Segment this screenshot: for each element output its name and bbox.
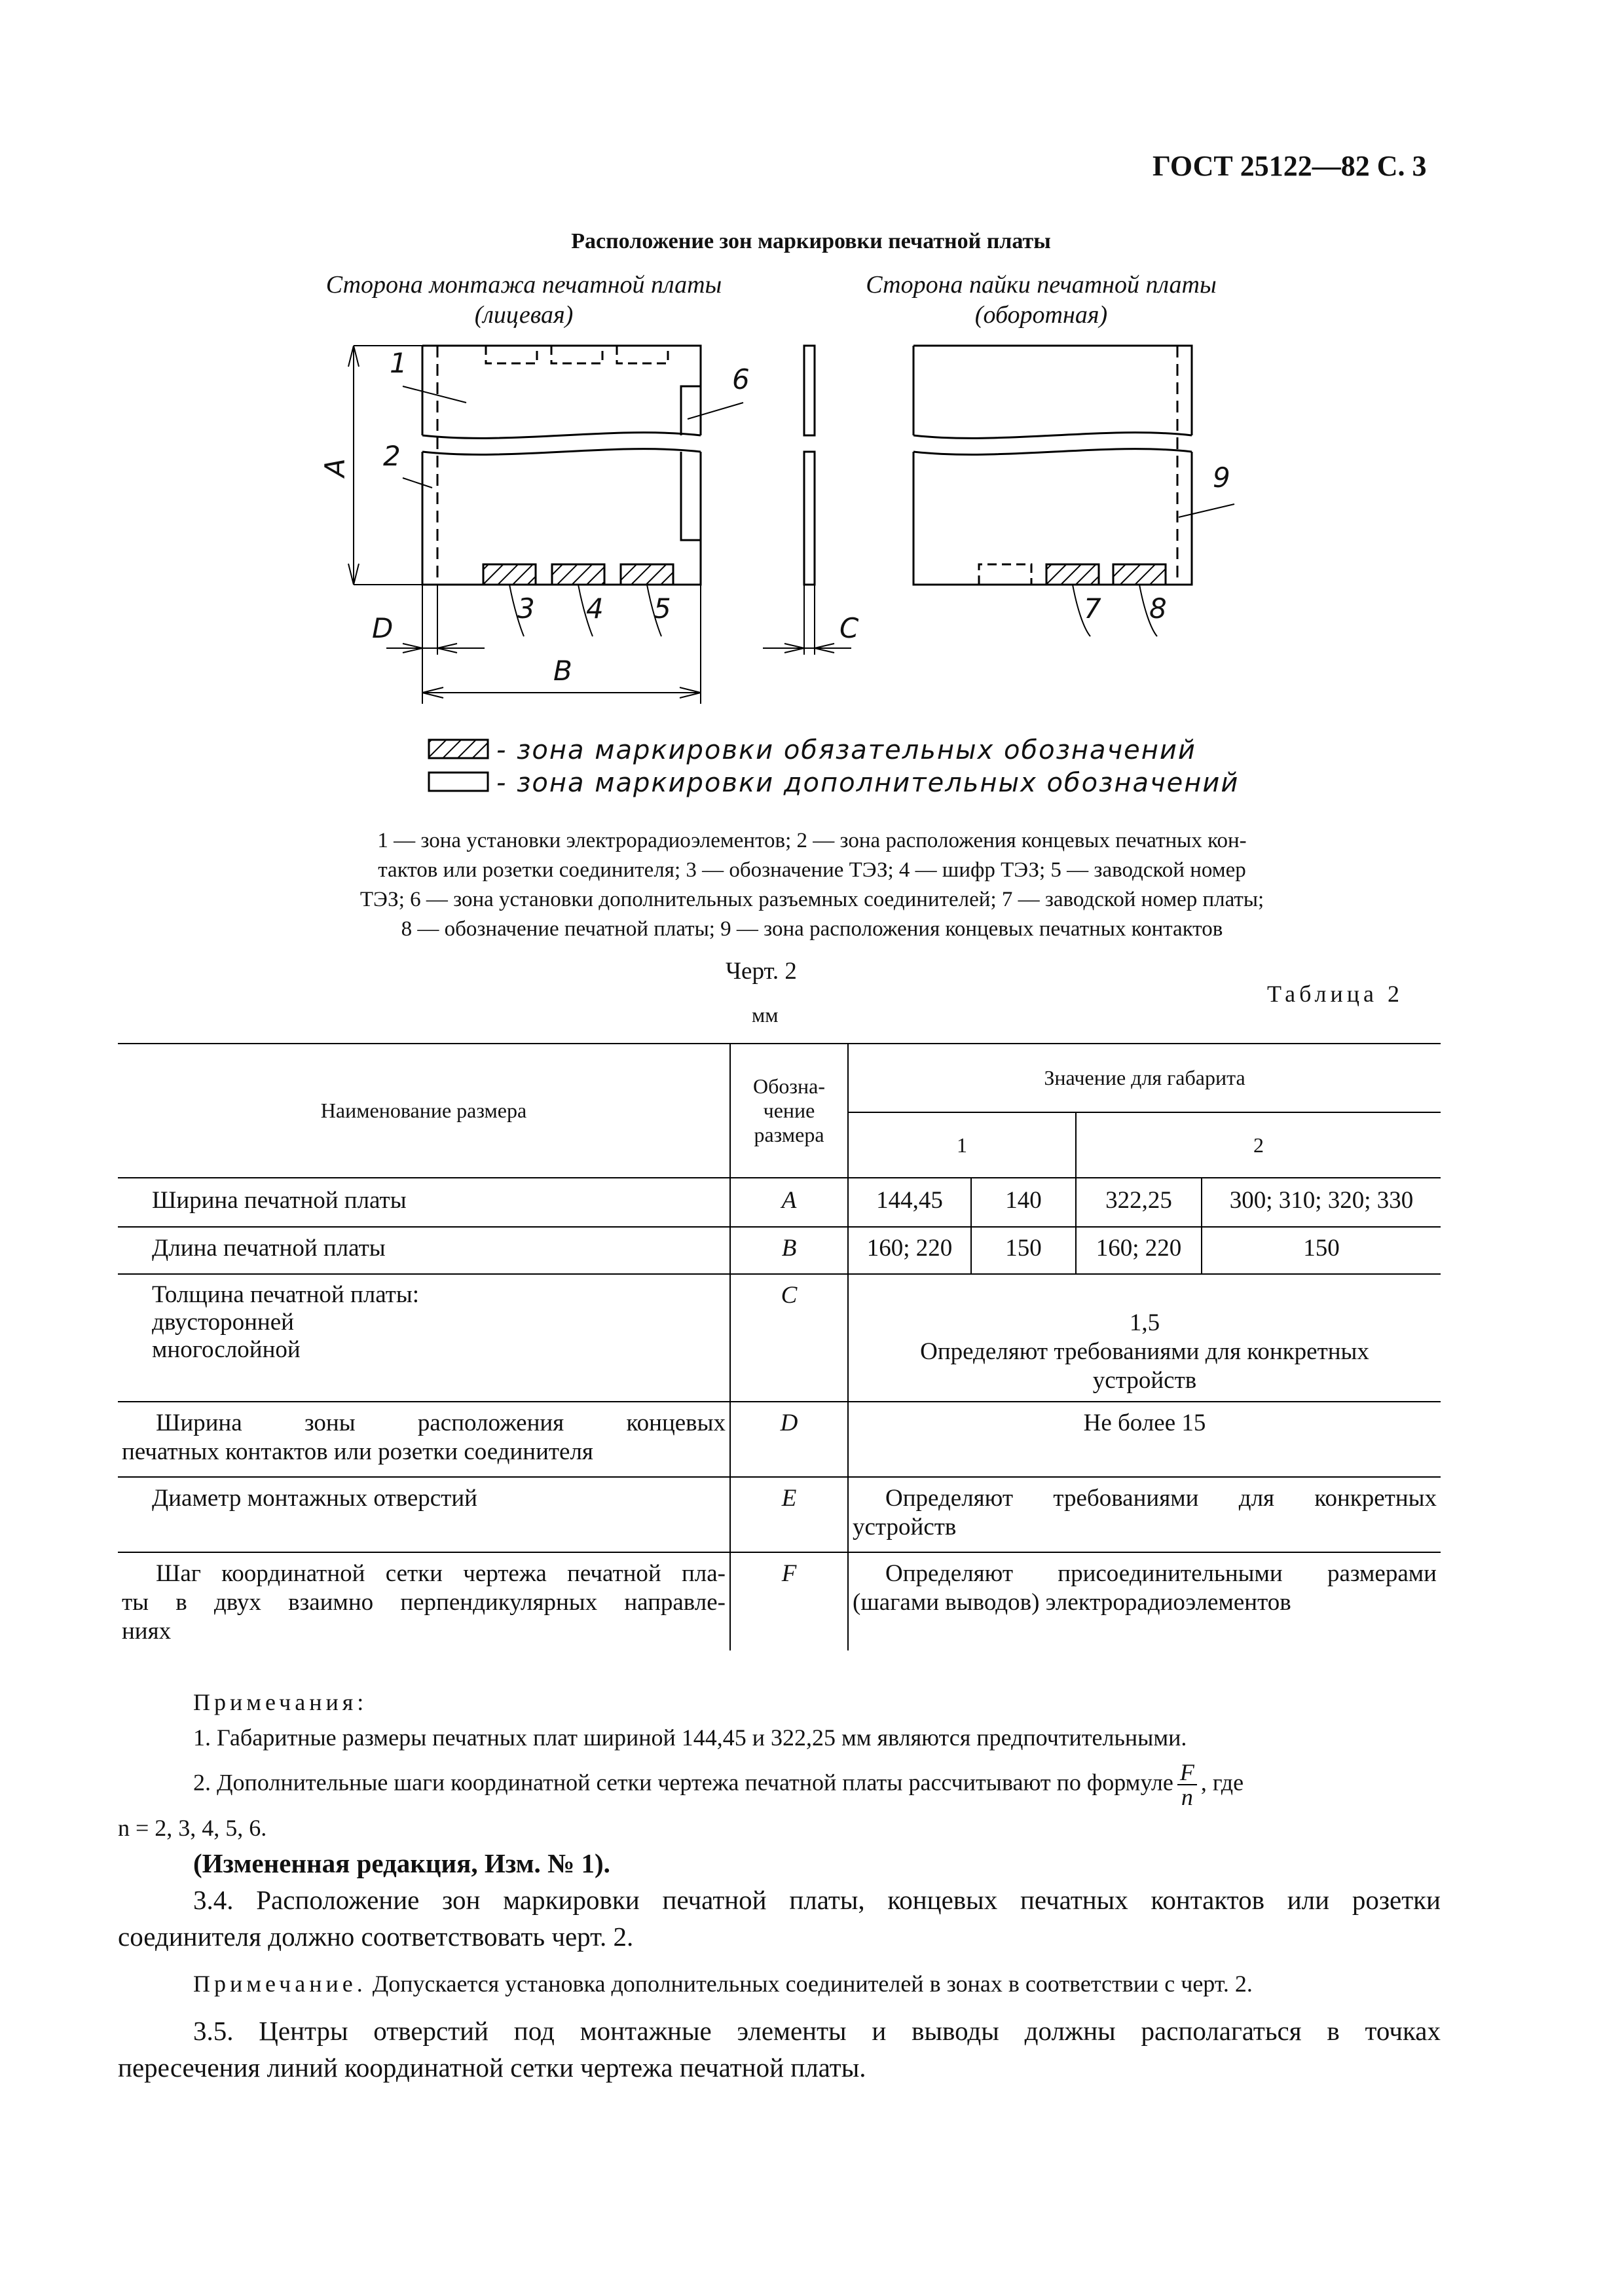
figure-label: Черт. 2 [726,958,797,985]
formula-fraction: $\frac{F}{n}$ [1177,1760,1197,1809]
front-board-top [422,346,701,438]
additional-marking-zone-back [979,564,1031,585]
legend-mandatory-box [429,740,488,758]
table-row: Ширина зоны расположения концевых печатных контактов или розетки соединителя D Не более 15 [118,1402,1441,1477]
table-row: Шаг координатной сетки чертежа печатной пла- ты в двух взаимно перпендикулярных направле- ниях F Определяют присоединительными размерами (шагами выводов) электрорадиоэлементов [118,1552,1441,1650]
table-row: Длина печатной платы B 160; 220 150 160; 220 150 [118,1227,1441,1274]
table-row: Толщина печатной платы: двусторонней многослойной C 1,5 Определяют требованиями для конкретных устройств [118,1274,1441,1402]
section-body: (Измененная редакция, Изм. № 1). 3.4. Расположение зон маркировки печатной платы, концевых печатных контактов или розетки соединителя должно соответствовать черт. 2. Примечание. Допускается установка дополнительных соединителей в зонах в соответствии с черт. 2. 3.5. Центры отверстий под монтажные элементы и выводы должны располагаться в точках пересечения линий координатной сетки чертежа печатной платы. [118,1848,1441,2083]
callout-4: 4 [586,592,604,625]
callout-9: 9 [1213,462,1230,494]
legend-additional-box [429,773,488,791]
figure-key: 1 — зона установки электрорадиоэлементов; 2 — зона расположения концевых печатных кон- тактов или розетки соединителя; 3 — обозначение ТЭЗ; 4 — шифр ТЭЗ; 5 — заводской номер ТЭЗ; 6 — зона установки дополнительных разъемных соединителей; 7 — заводской номер платы; 8 — обозначение печатной платы; 9 — зона расположения концевых печатных контактов [359,829,1264,941]
figure-title: Расположение зон маркировки печатной платы [571,229,1051,253]
marking-zone-8 [1113,564,1166,585]
notes: Примечания: 1. Габаритные размеры печатных плат шириной 144,45 и 322,25 мм являются предпочтительными. 2. Дополнительные шаги координатной сетки чертежа печатной платы рассчитывают по формуле $\frac{F}{n}$ , где n = 2, 3, 4, 5, 6. [118,1689,1244,1841]
right-caption: Сторона пайки печатной платы (оборотная) [866,271,1217,329]
dimensions-table [118,1043,1441,1650]
dim-a-label: A [318,458,351,477]
callout-3: 3 [517,592,535,625]
document-header: ГОСТ 25122—82 С. 3 [1152,150,1427,182]
legend-mandatory: - зона маркировки обязательных обозначений [496,735,1196,765]
dim-c-label: C [839,612,859,644]
marking-zone-7 [1046,564,1099,585]
marking-zone-3 [483,564,536,585]
table-row: Ширина печатной платы A 144,45 140 322,25 300; 310; 320; 330 [118,1178,1441,1227]
dim-b-label: B [553,655,572,687]
table-title: Таблица 2 [1267,981,1403,1007]
header-size-2: 2 [1076,1112,1441,1178]
header-size-1: 1 [848,1112,1076,1178]
callout-8: 8 [1149,592,1167,625]
legend-additional: - зона маркировки дополнительных обозначений [496,768,1240,798]
board-thickness-view [804,346,815,585]
header-value: Значение для габарита [848,1044,1441,1112]
pcb-marking-drawing [0,0,1622,818]
left-caption: Сторона монтажа печатной платы (лицевая) [325,271,722,329]
header-symbol: Обозна- чение размера [730,1044,848,1178]
back-board-top [913,346,1192,438]
callout-6: 6 [732,363,750,395]
marking-zone-5 [621,564,673,585]
callout-5: 5 [654,592,671,625]
callout-1: 1 [390,347,407,379]
callout-7: 7 [1084,592,1101,625]
header-name: Наименование размера [118,1044,730,1178]
dim-d-label: D [372,612,394,644]
table-row: Диаметр монтажных отверстий E Определяют требованиями для конкретных устройств [118,1477,1441,1552]
additional-marking-zones-top [486,346,668,363]
table-unit: мм [752,1003,779,1027]
marking-zone-4 [552,564,604,585]
callout-2: 2 [383,440,401,472]
connector-zone-6 [681,386,701,540]
